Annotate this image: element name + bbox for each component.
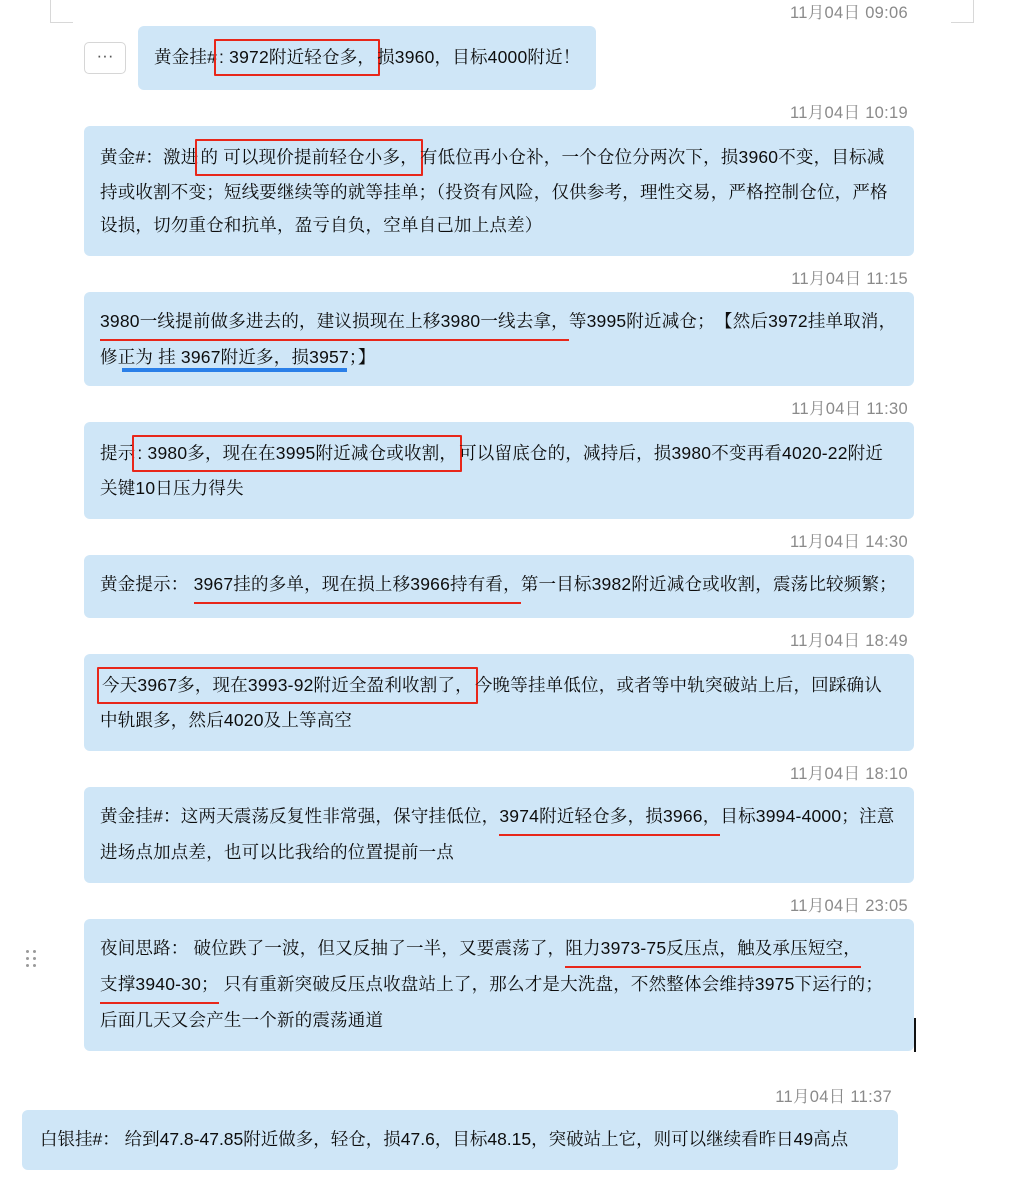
annotation-red-underline: 3974附近轻仓多，损3966，	[499, 800, 720, 836]
annotation-red-box: 的 可以现价提前轻仓小多，	[195, 139, 422, 176]
chat-message-list	[84, 0, 914, 1061]
chat-message	[84, 628, 914, 751]
text-caret	[914, 1018, 916, 1052]
message-text-plain: 第一目标3982附近减仓或收割，震荡比较频繁；	[520, 574, 897, 594]
chat-message	[84, 266, 914, 386]
message-text-plain: 夜间思路： 破位跌了一波，但又反抽了一半，又要震荡了，	[100, 938, 566, 958]
chat-message	[84, 761, 914, 883]
message-bubble	[84, 787, 914, 883]
message-timestamp: 11月04日 18:49	[790, 632, 908, 650]
message-text-plain: 等3995附近减仓； 【然后3972挂单取消，修正为 挂 3967附近多，损3957；】	[100, 311, 897, 367]
message-text-plain: 有低位再小仓补，一个仓位分两次下，损3960不变，目标减持或收割不变；短线要继续等的就等挂单；（投资有风险，仅供参考，理性交易，严格控制仓位，严格设损，切勿重仓和抗单，盈亏自负，空单自己加上点差）	[100, 147, 888, 235]
chat-message-bottom	[22, 1084, 898, 1170]
annotation-red-underline: 支撑3940-30；	[100, 968, 219, 1004]
page-corner-mark-right	[951, 0, 974, 23]
drag-handle-icon[interactable]	[26, 950, 40, 968]
message-bubble	[84, 555, 914, 618]
message-bubble	[84, 126, 914, 256]
chat-message	[84, 893, 914, 1051]
chat-message	[84, 396, 914, 519]
annotation-red-underline: 3967挂的多单，现在损上移3966持有看，	[194, 568, 521, 604]
message-text-plain: 黄金挂#：这两天震荡反复性非常强，保守挂低位，	[100, 806, 500, 826]
message-timestamp: 11月04日 14:30	[790, 533, 908, 551]
annotation-red-box: 今天3967多，现在3993-92附近全盈利收割了，	[97, 667, 478, 704]
message-text-plain: 可以留底仓的，减持后，损3980不变再看4020-22附近关键10日压力得失	[100, 443, 884, 498]
message-text-plain: 只有重新突破反压点收盘站上了，那么才是大洗盘，不然整体会维持3975下运行的； 后面几天又会产生一个新的震荡通道	[100, 974, 884, 1030]
chat-message	[84, 529, 914, 618]
annotation-red-underline: 3980一线提前做多进去的，建议损现在上移3980一线去拿，	[100, 305, 569, 341]
message-bubble: 白银挂#： 给到47.8-47.85附近做多，轻仓，损47.6，目标48.15，突破站上它，则可以继续看昨日49高点	[22, 1110, 898, 1170]
message-bubble	[84, 919, 914, 1051]
message-text-plain: 黄金挂#	[154, 47, 218, 67]
message-timestamp: 11月04日 11:30	[791, 400, 908, 418]
page-corner-mark-left	[50, 0, 73, 23]
message-bubble	[84, 422, 914, 519]
message-text-plain: 损3960，目标4000附近！	[377, 47, 581, 67]
chat-message	[84, 100, 914, 256]
message-text-plain: 黄金#：激进	[100, 147, 199, 167]
message-bubble	[84, 292, 914, 386]
chat-message	[84, 0, 914, 90]
message-text-plain: 今晚等挂单低位，或者等中轨突破站上后，回踩确认中轨跟多，然后4020及上等高空	[100, 675, 882, 730]
message-text-plain: 目标3994-4000；注意进场点加点差，也可以比我给的位置提前一点	[100, 806, 895, 862]
message-text-plain: 提示	[100, 443, 136, 463]
annotation-red-box: : 3980多，现在在3995附近减仓或收割，	[132, 435, 462, 472]
message-bubble	[84, 654, 914, 751]
message-bubble	[138, 26, 596, 90]
message-menu-button[interactable]: ···	[84, 42, 126, 74]
annotation-blue-underline	[122, 368, 347, 372]
message-timestamp: 11月04日 09:06	[790, 4, 908, 22]
message-timestamp: 11月04日 10:19	[790, 104, 908, 122]
message-timestamp: 11月04日 11:37	[775, 1088, 892, 1106]
message-timestamp: 11月04日 23:05	[790, 897, 908, 915]
message-timestamp: 11月04日 18:10	[790, 765, 908, 783]
annotation-red-box: : 3972附近轻仓多，	[214, 39, 380, 76]
annotation-red-underline: 阻力3973-75反压点，触及承压短空，	[565, 932, 861, 968]
message-timestamp: 11月04日 11:15	[791, 270, 908, 288]
message-text-plain: 黄金提示：	[100, 574, 194, 594]
